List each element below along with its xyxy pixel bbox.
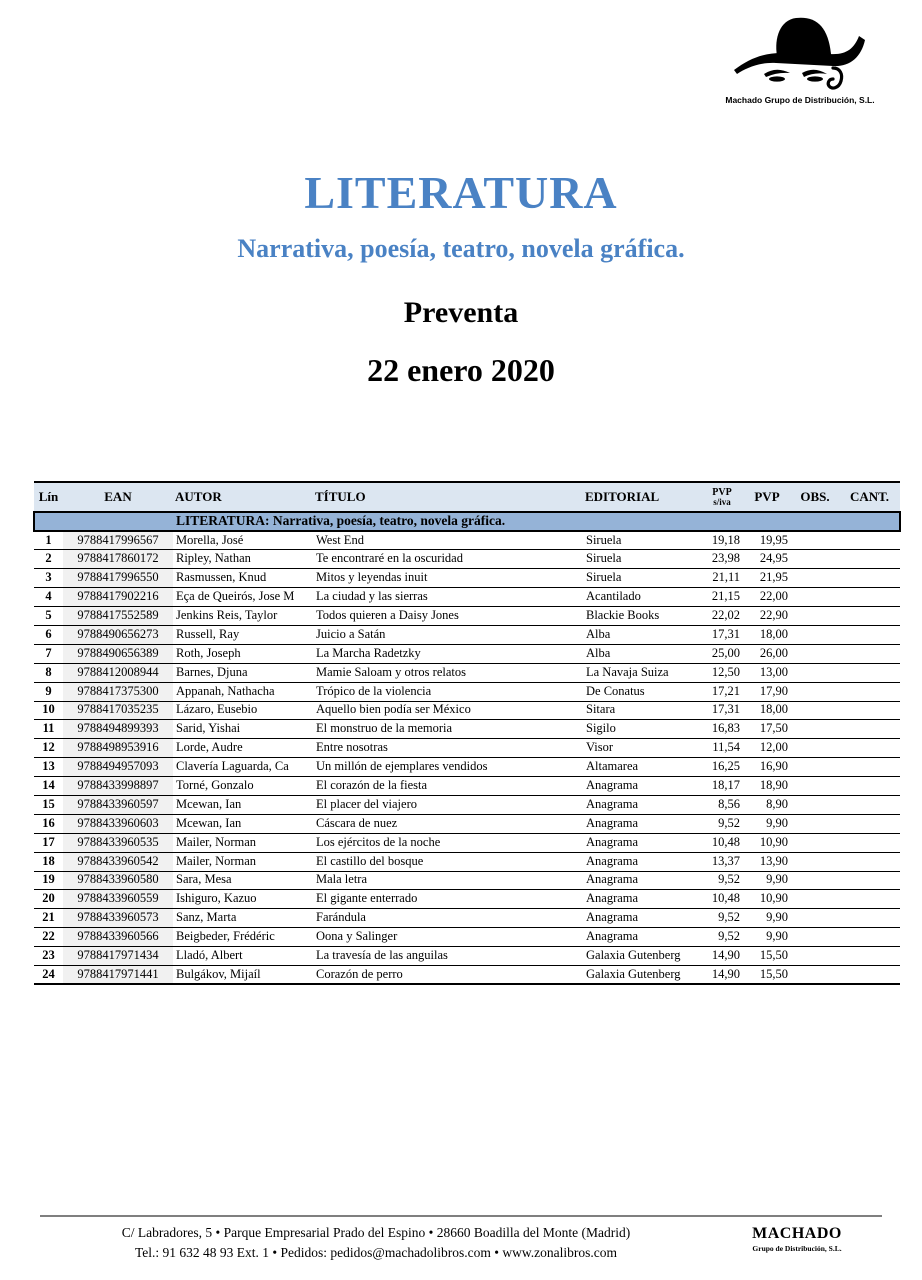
cell-cant — [839, 947, 900, 966]
cell-editorial: Blackie Books — [583, 607, 701, 626]
cell-ean: 9788412008944 — [63, 663, 173, 682]
cell-titulo: Te encontraré en la oscuridad — [313, 550, 583, 569]
col-header-titulo: TÍTULO — [313, 482, 583, 512]
cell-titulo: La ciudad y las sierras — [313, 588, 583, 607]
cell-pvp-siva: 10,48 — [701, 833, 743, 852]
col-header-editorial: EDITORIAL — [583, 482, 701, 512]
table-row — [34, 663, 900, 682]
cell-pvp: 17,90 — [743, 682, 791, 701]
cell-autor: Bulgákov, Mijaíl — [173, 965, 313, 984]
cell-obs — [791, 814, 839, 833]
cell-titulo: El monstruo de la memoria — [313, 720, 583, 739]
cell-pvp-siva: 16,83 — [701, 720, 743, 739]
catalog-table — [33, 481, 901, 985]
footer-brand-block — [712, 1217, 882, 1253]
cell-pvp-siva: 8,56 — [701, 795, 743, 814]
machado-hat-man-icon — [720, 12, 880, 94]
cell-lin: 3 — [34, 569, 63, 588]
cell-autor: Lladó, Albert — [173, 947, 313, 966]
cell-editorial: Anagrama — [583, 890, 701, 909]
cell-obs — [791, 833, 839, 852]
table-row — [34, 701, 900, 720]
cell-ean: 9788433960603 — [63, 814, 173, 833]
table-row — [34, 720, 900, 739]
cell-editorial: Anagrama — [583, 795, 701, 814]
table-row — [34, 531, 900, 550]
cell-pvp: 22,90 — [743, 607, 791, 626]
cell-obs — [791, 607, 839, 626]
cell-titulo: Trópico de la violencia — [313, 682, 583, 701]
cell-autor: Sanz, Marta — [173, 909, 313, 928]
cell-pvp-siva: 9,52 — [701, 871, 743, 890]
cell-ean: 9788417035235 — [63, 701, 173, 720]
cell-cant — [839, 531, 900, 550]
cell-editorial: Anagrama — [583, 852, 701, 871]
page-title: LITERATURA — [304, 167, 618, 218]
cell-pvp: 22,00 — [743, 588, 791, 607]
cell-lin: 4 — [34, 588, 63, 607]
cell-autor: Morella, José — [173, 531, 313, 550]
cell-obs — [791, 947, 839, 966]
cell-cant — [839, 569, 900, 588]
cell-cant — [839, 644, 900, 663]
cell-editorial: Galaxia Gutenberg — [583, 947, 701, 966]
col-header-pvp: PVP — [743, 482, 791, 512]
cell-editorial: Anagrama — [583, 833, 701, 852]
cell-obs — [791, 777, 839, 796]
section-band-label: LITERATURA: Narrativa, poesía, teatro, novela gráfica. — [34, 512, 900, 531]
cell-lin: 18 — [34, 852, 63, 871]
cell-pvp-siva: 10,48 — [701, 890, 743, 909]
cell-lin: 22 — [34, 928, 63, 947]
cell-editorial: Anagrama — [583, 909, 701, 928]
cell-autor: Russell, Ray — [173, 625, 313, 644]
cell-pvp-siva: 9,52 — [701, 909, 743, 928]
cell-pvp-siva: 23,98 — [701, 550, 743, 569]
cell-cant — [839, 739, 900, 758]
table-row — [34, 569, 900, 588]
cell-cant — [839, 795, 900, 814]
cell-lin: 16 — [34, 814, 63, 833]
cell-cant — [839, 909, 900, 928]
cell-autor: Appanah, Nathacha — [173, 682, 313, 701]
cell-titulo: Cáscara de nuez — [313, 814, 583, 833]
cell-titulo: Mitos y leyendas inuit — [313, 569, 583, 588]
cell-obs — [791, 965, 839, 984]
company-logo — [720, 12, 880, 105]
cell-pvp-siva: 21,11 — [701, 569, 743, 588]
cell-lin: 12 — [34, 739, 63, 758]
cell-cant — [839, 965, 900, 984]
cell-pvp-siva: 17,31 — [701, 701, 743, 720]
cell-titulo: La travesía de las anguilas — [313, 947, 583, 966]
cell-obs — [791, 663, 839, 682]
table-header-row — [34, 482, 900, 512]
cell-cant — [839, 852, 900, 871]
cell-ean: 9788417902216 — [63, 588, 173, 607]
cell-lin: 13 — [34, 758, 63, 777]
col-header-cant: CANT. — [839, 482, 900, 512]
cell-cant — [839, 607, 900, 626]
cell-lin: 11 — [34, 720, 63, 739]
cell-obs — [791, 739, 839, 758]
footer-brand-name: MACHADO — [752, 1225, 842, 1242]
cell-titulo: Un millón de ejemplares vendidos — [313, 758, 583, 777]
cell-cant — [839, 663, 900, 682]
cell-titulo: Entre nosotras — [313, 739, 583, 758]
cell-autor: Mailer, Norman — [173, 833, 313, 852]
cell-pvp: 18,00 — [743, 701, 791, 720]
table-body — [34, 531, 900, 984]
cell-pvp: 13,00 — [743, 663, 791, 682]
table-row — [34, 739, 900, 758]
cell-lin: 5 — [34, 607, 63, 626]
cell-pvp-siva: 12,50 — [701, 663, 743, 682]
cell-titulo: Mala letra — [313, 871, 583, 890]
cell-obs — [791, 852, 839, 871]
cell-pvp-siva: 17,31 — [701, 625, 743, 644]
cell-titulo: El castillo del bosque — [313, 852, 583, 871]
cell-ean: 9788433960535 — [63, 833, 173, 852]
col-header-pvp-siva — [701, 482, 743, 512]
cell-cant — [839, 777, 900, 796]
cell-editorial: Anagrama — [583, 814, 701, 833]
cell-lin: 7 — [34, 644, 63, 663]
cell-pvp: 19,95 — [743, 531, 791, 550]
cell-lin: 9 — [34, 682, 63, 701]
table-row — [34, 928, 900, 947]
cell-cant — [839, 814, 900, 833]
cell-pvp: 9,90 — [743, 928, 791, 947]
table-row — [34, 758, 900, 777]
table-row — [34, 947, 900, 966]
cell-ean: 9788490656273 — [63, 625, 173, 644]
cell-titulo: Juicio a Satán — [313, 625, 583, 644]
col-header-autor: AUTOR — [173, 482, 313, 512]
cell-autor: Ishiguro, Kazuo — [173, 890, 313, 909]
cell-editorial: Sigilo — [583, 720, 701, 739]
cell-ean: 9788433960597 — [63, 795, 173, 814]
cell-editorial: Alba — [583, 644, 701, 663]
cell-titulo: El gigante enterrado — [313, 890, 583, 909]
cell-ean: 9788433960566 — [63, 928, 173, 947]
cell-pvp: 17,50 — [743, 720, 791, 739]
cell-pvp: 26,00 — [743, 644, 791, 663]
table-row — [34, 777, 900, 796]
col-header-obs: OBS. — [791, 482, 839, 512]
cell-pvp-siva: 13,37 — [701, 852, 743, 871]
cell-obs — [791, 871, 839, 890]
col-header-lin: Lín — [34, 482, 63, 512]
cell-editorial: Galaxia Gutenberg — [583, 965, 701, 984]
cell-pvp: 10,90 — [743, 890, 791, 909]
cell-ean: 9788417860172 — [63, 550, 173, 569]
cell-pvp: 21,95 — [743, 569, 791, 588]
cell-ean: 9788498953916 — [63, 739, 173, 758]
cell-autor: Mcewan, Ian — [173, 795, 313, 814]
cell-autor: Sara, Mesa — [173, 871, 313, 890]
cell-autor: Jenkins Reis, Taylor — [173, 607, 313, 626]
cell-pvp-siva: 14,90 — [701, 947, 743, 966]
cell-lin: 1 — [34, 531, 63, 550]
cell-ean: 9788417971434 — [63, 947, 173, 966]
cell-pvp: 9,90 — [743, 814, 791, 833]
cell-editorial: Anagrama — [583, 871, 701, 890]
cell-pvp: 15,50 — [743, 965, 791, 984]
cell-pvp-siva: 16,25 — [701, 758, 743, 777]
cell-ean: 9788494899393 — [63, 720, 173, 739]
cell-pvp: 24,95 — [743, 550, 791, 569]
cell-pvp: 8,90 — [743, 795, 791, 814]
logo-caption: Machado Grupo de Distribución, S.L. — [725, 95, 875, 105]
cell-pvp-siva: 21,15 — [701, 588, 743, 607]
cell-pvp: 9,90 — [743, 909, 791, 928]
cell-lin: 15 — [34, 795, 63, 814]
cell-titulo: Farándula — [313, 909, 583, 928]
table-row — [34, 852, 900, 871]
cell-autor: Mcewan, Ian — [173, 814, 313, 833]
cell-editorial: Acantilado — [583, 588, 701, 607]
page-footer — [40, 1215, 882, 1262]
cell-obs — [791, 550, 839, 569]
cell-ean: 9788494957093 — [63, 758, 173, 777]
cell-lin: 14 — [34, 777, 63, 796]
cell-titulo: Todos quieren a Daisy Jones — [313, 607, 583, 626]
table-row — [34, 607, 900, 626]
cell-lin: 20 — [34, 890, 63, 909]
table-row — [34, 965, 900, 984]
cell-titulo: El corazón de la fiesta — [313, 777, 583, 796]
footer-contact-block — [40, 1217, 712, 1262]
cell-ean: 9788417971441 — [63, 965, 173, 984]
cell-editorial: Siruela — [583, 550, 701, 569]
cell-editorial: Siruela — [583, 531, 701, 550]
cell-cant — [839, 682, 900, 701]
table-row — [34, 625, 900, 644]
page-subtitle: Narrativa, poesía, teatro, novela gráfica. — [237, 234, 685, 263]
col-header-ean: EAN — [63, 482, 173, 512]
cell-obs — [791, 588, 839, 607]
cell-pvp-siva: 9,52 — [701, 814, 743, 833]
cell-obs — [791, 625, 839, 644]
table-row — [34, 644, 900, 663]
cell-pvp: 10,90 — [743, 833, 791, 852]
cell-titulo: Aquello bien podía ser México — [313, 701, 583, 720]
cell-pvp: 15,50 — [743, 947, 791, 966]
cell-lin: 2 — [34, 550, 63, 569]
table-row — [34, 814, 900, 833]
cell-obs — [791, 720, 839, 739]
cell-pvp-siva: 14,90 — [701, 965, 743, 984]
cell-titulo: Mamie Saloam y otros relatos — [313, 663, 583, 682]
cell-obs — [791, 928, 839, 947]
cell-ean: 9788417375300 — [63, 682, 173, 701]
table-row — [34, 890, 900, 909]
cell-titulo: West End — [313, 531, 583, 550]
cell-cant — [839, 588, 900, 607]
cell-pvp-siva: 11,54 — [701, 739, 743, 758]
pvp-siva-line1: PVP — [712, 486, 732, 498]
cell-obs — [791, 644, 839, 663]
cell-cant — [839, 833, 900, 852]
table-row — [34, 909, 900, 928]
cell-lin: 24 — [34, 965, 63, 984]
cell-pvp: 18,90 — [743, 777, 791, 796]
cell-ean: 9788417552589 — [63, 607, 173, 626]
presale-label: Preventa — [403, 296, 519, 329]
cell-pvp-siva: 18,17 — [701, 777, 743, 796]
cell-lin: 8 — [34, 663, 63, 682]
cell-pvp: 12,00 — [743, 739, 791, 758]
cell-obs — [791, 909, 839, 928]
cell-ean: 9788490656389 — [63, 644, 173, 663]
cell-editorial: Visor — [583, 739, 701, 758]
cell-ean: 9788417996567 — [63, 531, 173, 550]
cell-pvp-siva: 25,00 — [701, 644, 743, 663]
cell-pvp-siva: 9,52 — [701, 928, 743, 947]
cell-ean: 9788433960559 — [63, 890, 173, 909]
cell-obs — [791, 531, 839, 550]
cell-obs — [791, 682, 839, 701]
cell-autor: Ripley, Nathan — [173, 550, 313, 569]
cell-pvp-siva: 19,18 — [701, 531, 743, 550]
cell-autor: Eça de Queirós, Jose M — [173, 588, 313, 607]
cell-ean: 9788433998897 — [63, 777, 173, 796]
cell-lin: 23 — [34, 947, 63, 966]
table-row — [34, 588, 900, 607]
footer-contact: Tel.: 91 632 48 93 Ext. 1 • Pedidos: pedidos@machadolibros.com • www.zonalibros.com — [135, 1244, 617, 1260]
cell-cant — [839, 928, 900, 947]
cell-autor: Lorde, Audre — [173, 739, 313, 758]
cell-cant — [839, 550, 900, 569]
cell-lin: 19 — [34, 871, 63, 890]
cell-editorial: Alba — [583, 625, 701, 644]
section-band-row — [34, 512, 900, 531]
cell-editorial: La Navaja Suiza — [583, 663, 701, 682]
cell-cant — [839, 890, 900, 909]
cell-obs — [791, 795, 839, 814]
cell-editorial: De Conatus — [583, 682, 701, 701]
cell-pvp: 9,90 — [743, 871, 791, 890]
cell-autor: Roth, Joseph — [173, 644, 313, 663]
cell-autor: Mailer, Norman — [173, 852, 313, 871]
cell-pvp-siva: 22,02 — [701, 607, 743, 626]
cell-cant — [839, 720, 900, 739]
cell-titulo: La Marcha Radetzky — [313, 644, 583, 663]
cell-titulo: Los ejércitos de la noche — [313, 833, 583, 852]
footer-brand-sub: Grupo de Distribución, S.L. — [752, 1244, 842, 1253]
cell-obs — [791, 701, 839, 720]
cell-autor: Torné, Gonzalo — [173, 777, 313, 796]
footer-address: C/ Labradores, 5 • Parque Empresarial Prado del Espino • 28660 Boadilla del Monte (Madrid) — [121, 1225, 631, 1240]
cell-obs — [791, 569, 839, 588]
cell-lin: 21 — [34, 909, 63, 928]
cell-obs — [791, 890, 839, 909]
table-row — [34, 871, 900, 890]
cell-autor: Rasmussen, Knud — [173, 569, 313, 588]
cell-pvp: 13,90 — [743, 852, 791, 871]
cell-titulo: Corazón de perro — [313, 965, 583, 984]
pvp-siva-line2: s/iva — [713, 496, 731, 507]
cell-lin: 6 — [34, 625, 63, 644]
cell-autor: Clavería Laguarda, Ca — [173, 758, 313, 777]
cell-lin: 10 — [34, 701, 63, 720]
cell-editorial: Sitara — [583, 701, 701, 720]
cell-lin: 17 — [34, 833, 63, 852]
cell-cant — [839, 758, 900, 777]
table-row — [34, 682, 900, 701]
cell-editorial: Altamarea — [583, 758, 701, 777]
cell-cant — [839, 625, 900, 644]
cell-ean: 9788433960542 — [63, 852, 173, 871]
cell-editorial: Anagrama — [583, 928, 701, 947]
cell-autor: Beigbeder, Frédéric — [173, 928, 313, 947]
table-row — [34, 795, 900, 814]
cell-ean: 9788433960573 — [63, 909, 173, 928]
cell-ean: 9788433960580 — [63, 871, 173, 890]
table-row — [34, 550, 900, 569]
presale-date: 22 enero 2020 — [367, 352, 555, 388]
cell-editorial: Anagrama — [583, 777, 701, 796]
table-row — [34, 833, 900, 852]
cell-autor: Lázaro, Eusebio — [173, 701, 313, 720]
cell-obs — [791, 758, 839, 777]
cell-pvp: 16,90 — [743, 758, 791, 777]
cell-autor: Barnes, Djuna — [173, 663, 313, 682]
cell-titulo: El placer del viajero — [313, 795, 583, 814]
cell-titulo: Oona y Salinger — [313, 928, 583, 947]
cell-pvp-siva: 17,21 — [701, 682, 743, 701]
cell-autor: Sarid, Yishai — [173, 720, 313, 739]
cell-cant — [839, 871, 900, 890]
cell-ean: 9788417996550 — [63, 569, 173, 588]
cell-editorial: Siruela — [583, 569, 701, 588]
cell-pvp: 18,00 — [743, 625, 791, 644]
cell-cant — [839, 701, 900, 720]
